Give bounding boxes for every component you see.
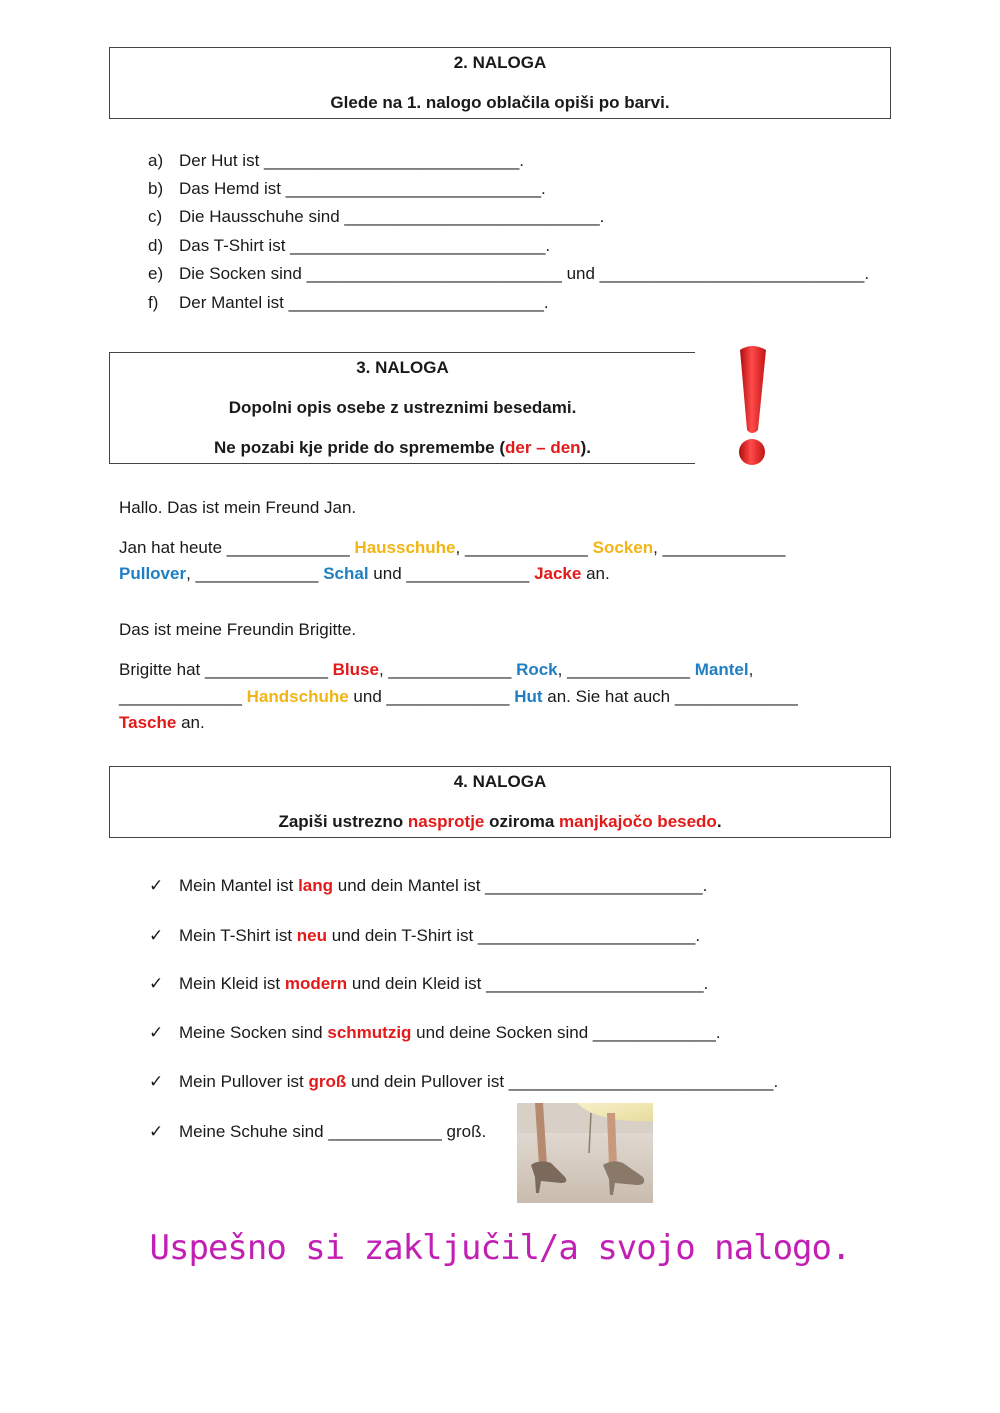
item-text[interactable]: Meine Schuhe sind ____________ groß. [179, 1122, 487, 1141]
item-text[interactable] [179, 1072, 778, 1092]
blank[interactable]: _____________ [662, 538, 786, 557]
word-socken: Socken [592, 538, 654, 557]
task2-title: 2. NALOGA [453, 53, 547, 72]
blank[interactable]: _____________ [226, 538, 350, 557]
item-letter: f) [148, 293, 159, 312]
instruction-text: . [716, 812, 722, 831]
word-mantel: Mantel [694, 660, 749, 679]
checkmark-icon: ✓ [149, 974, 164, 993]
text: und deine Socken sind _____________. [416, 1023, 721, 1042]
instruction-text: Zapiši ustrezno [278, 812, 404, 831]
blank[interactable]: _____________ [205, 660, 328, 679]
task4-header-box [109, 766, 891, 838]
text: und dein Kleid ist _______________________. [351, 974, 709, 993]
task2-header-box [109, 47, 891, 119]
exclamation-icon [732, 344, 774, 468]
task4-instruction [110, 812, 890, 832]
checkmark-icon: ✓ [149, 1072, 164, 1091]
item-text[interactable] [179, 1023, 721, 1043]
instruction-text: ). [580, 438, 591, 457]
text: und dein T-Shirt ist _______________________. [331, 926, 701, 945]
completion-message: Uspešno si zaključil/a svojo nalogo. [149, 1228, 851, 1268]
jan-intro: Hallo. Das ist mein Freund Jan. [119, 498, 357, 517]
blank[interactable]: _____________ [464, 538, 588, 557]
blank[interactable]: _____________ [406, 564, 530, 583]
task4-title: 4. NALOGA [453, 772, 547, 791]
checkmark-icon: ✓ [149, 1122, 164, 1141]
checkmark-icon: ✓ [149, 1023, 164, 1042]
jan-line-1: Jan hat heute _____________ Hausschuhe, _____________ Socken, _____________ [119, 538, 786, 557]
word-rock: Rock [516, 660, 558, 679]
keyword: neu [296, 926, 328, 945]
blank[interactable]: _____________ [674, 687, 798, 706]
text: Mein Pullover ist [179, 1072, 304, 1091]
text: Mein Mantel ist [179, 876, 294, 895]
item-text[interactable] [179, 926, 700, 946]
task3-instruction-1: Dopolni opis osebe z ustreznimi besedami. [228, 398, 577, 417]
keyword: schmutzig [327, 1023, 412, 1042]
item-text[interactable]: Die Hausschuhe sind ___________________________. [179, 207, 605, 226]
text: und dein Pullover ist ____________________________. [350, 1072, 779, 1091]
item-text[interactable]: Der Hut ist ___________________________. [179, 151, 525, 170]
keyword: lang [298, 876, 334, 895]
brigitte-line-2 [119, 687, 798, 707]
instruction-highlight: nasprotje [407, 812, 485, 831]
text: und dein Mantel ist _______________________. [337, 876, 708, 895]
task3-instruction-2 [110, 438, 695, 458]
task2-instruction: Glede na 1. nalogo oblačila opiši po barvi. [330, 93, 670, 112]
text: Mein T-Shirt ist [179, 926, 293, 945]
blank[interactable]: _____________ [119, 687, 242, 706]
instruction-highlight: manjkajočo besedo [559, 812, 717, 831]
word-hausschuhe: Hausschuhe [354, 538, 456, 557]
blank[interactable]: _____________ [386, 687, 510, 706]
brigitte-line-1: Brigitte hat _____________ Bluse, _____________ Rock, _____________ Mantel, [119, 660, 754, 679]
task3-header-box [109, 352, 695, 464]
text: an. [181, 713, 205, 732]
item-text[interactable]: Das T-Shirt ist ___________________________. [179, 236, 551, 255]
item-text[interactable] [179, 876, 707, 896]
item-text[interactable]: Der Mantel ist ___________________________. [179, 293, 549, 312]
word-bluse: Bluse [332, 660, 379, 679]
text: und [373, 564, 402, 583]
text: an. Sie hat auch [547, 687, 671, 706]
keyword: groß [308, 1072, 347, 1091]
item-text[interactable]: Die Socken sind ___________________________ und ____________________________. [179, 264, 870, 283]
blank[interactable]: _____________ [195, 564, 319, 583]
word-jacke: Jacke [534, 564, 582, 583]
item-letter: b) [148, 179, 164, 198]
shoes-photo [517, 1103, 653, 1203]
text: Mein Kleid ist [179, 974, 281, 993]
keyword: modern [284, 974, 348, 993]
brigitte-intro: Das ist meine Freundin Brigitte. [119, 620, 357, 639]
brigitte-line-3 [119, 713, 205, 733]
item-letter: a) [148, 151, 164, 170]
word-hut: Hut [514, 687, 543, 706]
der-den-highlight: der – den [504, 438, 581, 457]
item-letter: e) [148, 264, 164, 283]
text: Jan hat heute [119, 538, 223, 557]
jan-line-2: Pullover, _____________ Schal und _____________ Jacke an. [119, 564, 610, 583]
word-handschuhe: Handschuhe [246, 687, 349, 706]
text: Brigitte hat [119, 660, 201, 679]
text: an. [586, 564, 610, 583]
item-text[interactable] [179, 974, 708, 994]
item-letter: d) [148, 236, 164, 255]
text: Meine Socken sind [179, 1023, 323, 1042]
word-pullover: Pullover [119, 564, 187, 583]
blank[interactable]: _____________ [567, 660, 691, 679]
item-letter: c) [148, 207, 163, 226]
instruction-text: Ne pozabi kje pride do spremembe ( [214, 438, 505, 457]
item-text[interactable]: Das Hemd ist ___________________________. [179, 179, 546, 198]
word-schal: Schal [323, 564, 369, 583]
checkmark-icon: ✓ [149, 926, 164, 945]
instruction-text: oziroma [489, 812, 555, 831]
task3-title: 3. NALOGA [356, 358, 449, 377]
text: und [353, 687, 382, 706]
blank[interactable]: _____________ [388, 660, 512, 679]
word-tasche: Tasche [119, 713, 177, 732]
checkmark-icon: ✓ [149, 876, 164, 895]
